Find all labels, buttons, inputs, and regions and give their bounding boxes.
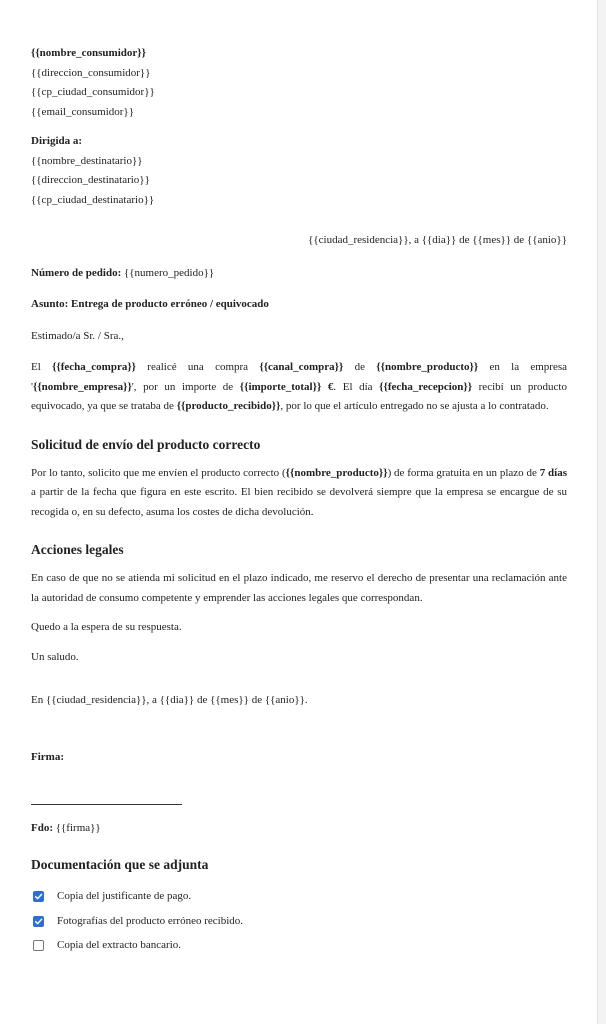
body-paragraph-legal: En caso de que no se atienda mi solicitud en el plazo indicado, me reservo el derecho de presentar una reclamación ante la autoridad de consumo competente y emprender las acciones legales que correspondan. bbox=[31, 572, 567, 604]
signature-line bbox=[31, 804, 182, 805]
date-month: {{mes}} bbox=[472, 234, 512, 246]
date-day: {{dia}} bbox=[159, 694, 195, 706]
doc-item-bank-statement[interactable] bbox=[31, 934, 567, 959]
sender-email: {{email_consumidor}} bbox=[31, 105, 134, 118]
waiting-line: Quedo a la espera de su respuesta. bbox=[31, 621, 182, 633]
order-value: {{numero_pedido}} bbox=[124, 266, 215, 279]
doc-item-label: Fotografías del producto erróneo recibido. bbox=[57, 914, 244, 927]
subject-line: Asunto: Entrega de producto erróneo / equivocado bbox=[31, 298, 269, 310]
date-sep: de bbox=[511, 234, 527, 246]
date-day: {{dia}} bbox=[421, 234, 457, 246]
checkmark-icon bbox=[34, 917, 43, 926]
sender-name: {{nombre_consumidor}} bbox=[31, 47, 146, 59]
checkbox-checked[interactable] bbox=[33, 891, 44, 902]
total-amount: {{importe_total}} € bbox=[239, 380, 334, 393]
checkmark-icon bbox=[34, 892, 43, 901]
sender-cp-city: {{cp_ciudad_consumidor}} bbox=[31, 86, 155, 98]
recipient-address: {{direccion_destinatario}} bbox=[31, 174, 150, 186]
product-name: {{nombre_producto}} bbox=[376, 361, 479, 373]
sender-block bbox=[31, 44, 567, 122]
doc-item-photos[interactable] bbox=[31, 909, 567, 934]
signature-fdo bbox=[31, 819, 567, 839]
date-bottom: En {{ciudad_residencia}}, a {{dia}} de {{mes}} de {{anio}}. bbox=[31, 694, 308, 706]
recipient-cp-city: {{cp_ciudad_destinatario}} bbox=[31, 193, 155, 206]
order-label: Número de pedido: bbox=[31, 266, 122, 279]
body-paragraph-envio: Por lo tanto, solicito que me envíen el producto correcto ({{nombre_producto}}) de forma gratuita en un plazo de 7 días a partir de la fecha que figura en este escrito. El bien recibido se devolverá siempre que la empresa se encargue de su recogida o, en su defecto, asuma los costes de dicha devolución. bbox=[31, 466, 568, 518]
fdo-label: Fdo: bbox=[31, 822, 53, 834]
body-paragraph-1: El {{fecha_compra}} realicé una compra {{canal_compra}} de {{nombre_producto}} en la empresa '{{nombre_empresa}}', por un importe de {{importe_total}} €. El día {{fecha_recepcion}} recibí un producto equivocado, ya que se trataba de {{producto_recibido}}, por lo que el artículo entregado no se ajusta a lo contratado. bbox=[31, 361, 568, 412]
docs-checklist bbox=[31, 885, 567, 959]
date-year: {{anio}} bbox=[264, 694, 305, 706]
section-heading-legal: Acciones legales bbox=[31, 542, 124, 557]
recipient-name: {{nombre_destinatario}} bbox=[31, 154, 143, 167]
reception-date: {{fecha_recepcion}} bbox=[379, 380, 473, 393]
date-city: {{ciudad_residencia}} bbox=[308, 234, 409, 246]
greeting: Estimado/a Sr. / Sra., bbox=[31, 329, 124, 342]
doc-item-label: Copia del extracto bancario. bbox=[57, 939, 182, 951]
date-sep: de bbox=[456, 234, 473, 246]
doc-item-label: Copia del justificante de pago. bbox=[57, 890, 192, 902]
date-top bbox=[31, 231, 567, 251]
date-year: {{anio}} bbox=[526, 234, 567, 246]
sender-address: {{direccion_consumidor}} bbox=[31, 66, 151, 79]
received-product: {{producto_recibido}} bbox=[176, 400, 281, 412]
docs-heading: Documentación que se adjunta bbox=[31, 856, 209, 872]
signature-label: Firma: bbox=[31, 750, 64, 763]
purchase-date: {{fecha_compra}} bbox=[52, 361, 137, 373]
product-name: {{nombre_producto}} bbox=[285, 466, 388, 479]
company-name: {{nombre_empresa}} bbox=[32, 380, 132, 393]
purchase-channel: {{canal_compra}} bbox=[259, 361, 344, 373]
date-city: {{ciudad_residencia}} bbox=[45, 694, 147, 706]
order-number bbox=[31, 264, 567, 284]
section-heading-envio: Solicitud de envío del producto correcto bbox=[31, 436, 261, 452]
date-sep: , a bbox=[408, 234, 422, 246]
date-month: {{mes}} bbox=[210, 694, 249, 706]
deadline-days: 7 días bbox=[539, 466, 568, 479]
salute-line: Un saludo. bbox=[31, 650, 79, 663]
recipient-block bbox=[31, 132, 567, 210]
checkbox-checked[interactable] bbox=[33, 916, 44, 927]
fdo-value: {{firma}} bbox=[55, 822, 101, 834]
doc-item-payment-receipt[interactable] bbox=[31, 885, 567, 910]
recipient-heading: Dirigida a: bbox=[31, 135, 83, 147]
checkbox-unchecked[interactable] bbox=[33, 940, 44, 951]
